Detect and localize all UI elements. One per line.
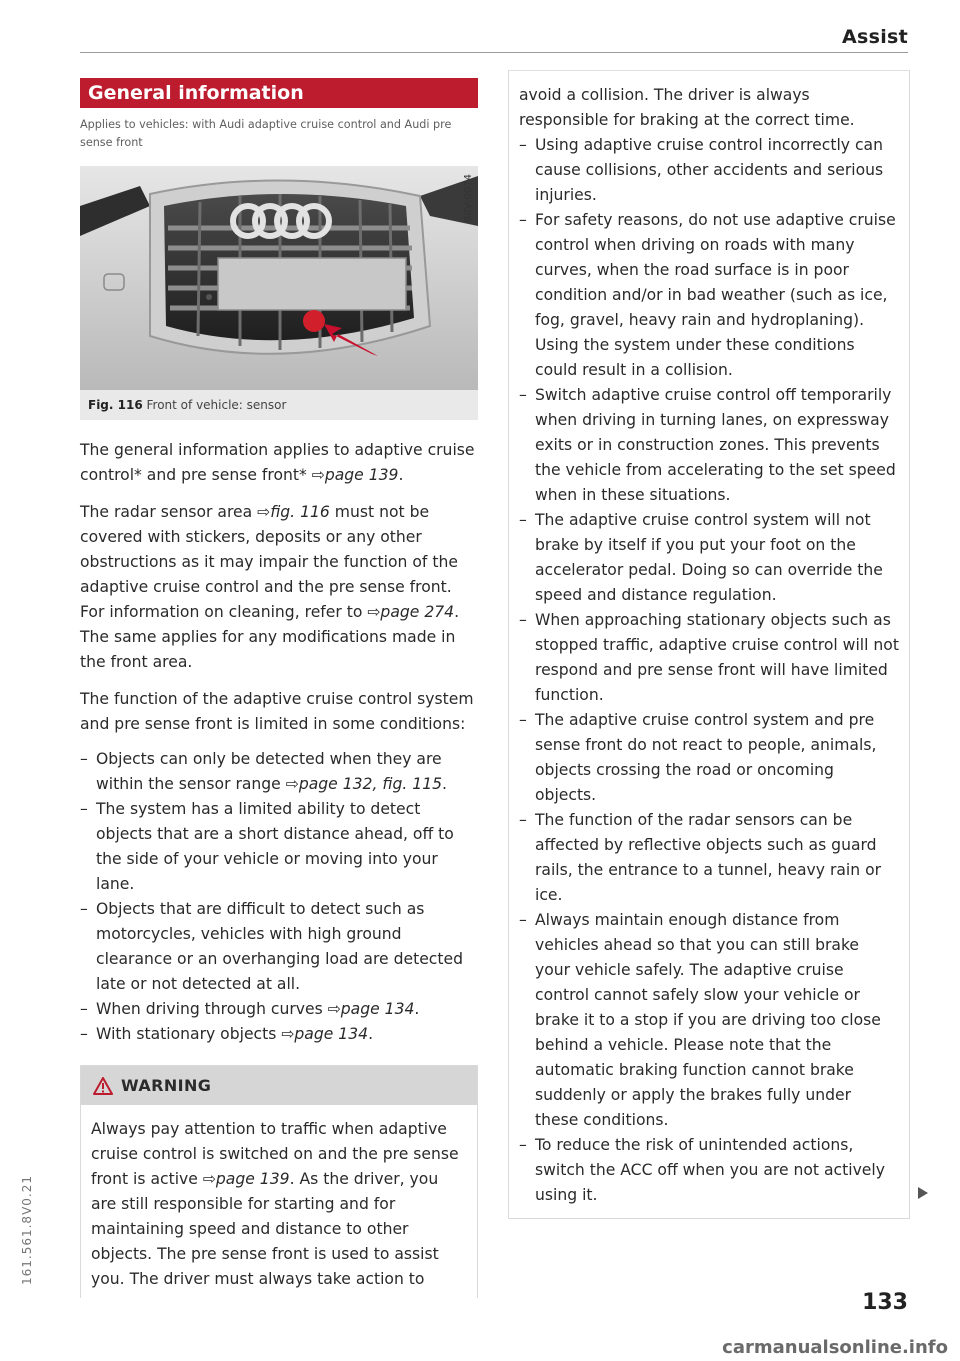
list-item: – With stationary objects ⇨page 134. <box>80 1022 478 1047</box>
figure-code: B8V-0074 <box>463 174 474 223</box>
page-ref-link[interactable]: ⇨page 132, fig. 115 <box>285 775 443 793</box>
warning-title: WARNING <box>121 1076 212 1095</box>
warning-continuation-text: avoid a collision. The driver is always responsible for braking at the correct time. <box>519 86 855 129</box>
figure-caption <box>80 390 478 420</box>
applies-to-note: Applies to vehicles: with Audi adaptive cruise control and Audi pre sense front <box>80 118 452 149</box>
continue-arrow-icon[interactable] <box>918 1187 928 1199</box>
list-item: – The function of the radar sensors can be affected by reflective objects such as guard rails, the entrance to a tunnel, heavy rain or ice. <box>519 808 899 908</box>
right-column <box>508 70 910 1219</box>
warning-box <box>80 1065 478 1298</box>
warning-body <box>81 1105 477 1298</box>
list-item: – Objects can only be detected when they are within the sensor range ⇨page 132, fig. 115. <box>80 747 478 797</box>
page-ref-link[interactable]: ⇨page 134 <box>281 1025 369 1043</box>
list-item: – Switch adaptive cruise control off temporarily when driving in turning lanes, on expressway exits or in construction zones. This prevents the vehicle from accelerating to the set speed when in these situations. <box>519 383 899 508</box>
page-number: 133 <box>862 1290 908 1315</box>
list-item: – Always maintain enough distance from vehicles ahead so that you can still brake your vehicle safely. The adaptive cruise control cannot safely slow your vehicle or brake it to a stop if you are driving too close behind a vehicle. Please note that the automatic braking function cannot brake suddenly or apply the brakes fully under these conditions. <box>519 908 899 1133</box>
header-rule <box>80 52 908 53</box>
figure-caption-label: Fig. 116 <box>88 398 143 412</box>
page-ref-link[interactable]: ⇨page 139 <box>311 466 399 484</box>
document-code: 161.561.8V0.21 <box>20 1175 34 1285</box>
watermark: carmanualsonline.info <box>722 1337 948 1358</box>
warning-continuation-box <box>508 70 910 1219</box>
list-item: – When approaching stationary objects such as stopped traffic, adaptive cruise control will not respond and pre sense front will have limited function. <box>519 608 899 708</box>
figure-caption-text: Front of vehicle: sensor <box>146 398 287 412</box>
page-ref-link[interactable]: ⇨page 139 <box>202 1170 290 1188</box>
warning-header <box>81 1066 477 1105</box>
list-item: – To reduce the risk of unintended actions, switch the ACC off when you are not actively using it. <box>519 1133 899 1208</box>
left-body <box>80 438 478 1047</box>
warning-list <box>519 133 899 1208</box>
list-item: – Using adaptive cruise control incorrectly can cause collisions, other accidents and serious injuries. <box>519 133 899 208</box>
left-column <box>80 78 478 1298</box>
page-ref-link[interactable]: ⇨page 134 <box>327 1000 415 1018</box>
vehicle-front-photo <box>80 166 478 390</box>
limitations-list <box>80 747 478 1047</box>
section-label: Assist <box>841 26 908 48</box>
paragraph-1: The general information applies to adaptive cruise control* and pre sense front* ⇨page 139. <box>80 441 475 484</box>
paragraph-2: The radar sensor area ⇨fig. 116 must not be covered with stickers, deposits or any other obstructions as it may impair the function of the adaptive cruise control and the pre sense front. For information on cleaning, refer to ⇨page 274. The same applies for any modifications made in the front area. <box>80 503 460 671</box>
figure-116 <box>80 166 478 420</box>
list-item: – The adaptive cruise control system will not brake by itself if you put your foot on the accelerator pedal. Doing so can override the speed and distance regulation. <box>519 508 899 608</box>
warning-triangle-icon <box>93 1077 113 1095</box>
page-ref-link[interactable]: ⇨page 274 <box>367 603 455 621</box>
list-item: – When driving through curves ⇨page 134. <box>80 997 478 1022</box>
grille-illustration <box>80 166 478 390</box>
warning-text: Always pay attention to traffic when adaptive cruise control is switched on and the pre sense front is active ⇨page 139. As the driver, you are still responsible for starting and for maintaining speed and distance to other objects. The pre sense front is used to assist you. The driver must always take action to <box>91 1120 459 1288</box>
list-item: – For safety reasons, do not use adaptive cruise control when driving on roads with many curves, when the road surface is in poor condition and/or in bad weather (such as ice, fog, gravel, heavy rain and hydroplaning). Using the system under these conditions could result in a collision. <box>519 208 899 383</box>
section-heading: General information <box>80 78 478 108</box>
list-item: – The system has a limited ability to detect objects that are a short distance ahead, off to the side of your vehicle or moving into your lane. <box>80 797 478 897</box>
list-item: – Objects that are difficult to detect such as motorcycles, vehicles with high ground clearance or an overhanging load are detected late or not detected at all. <box>80 897 478 997</box>
figure-ref-link[interactable]: ⇨fig. 116 <box>257 503 330 521</box>
list-item: – The adaptive cruise control system and pre sense front do not react to people, animals, objects crossing the road or oncoming objects. <box>519 708 899 808</box>
paragraph-3: The function of the adaptive cruise control system and pre sense front is limited in some conditions: <box>80 690 474 733</box>
